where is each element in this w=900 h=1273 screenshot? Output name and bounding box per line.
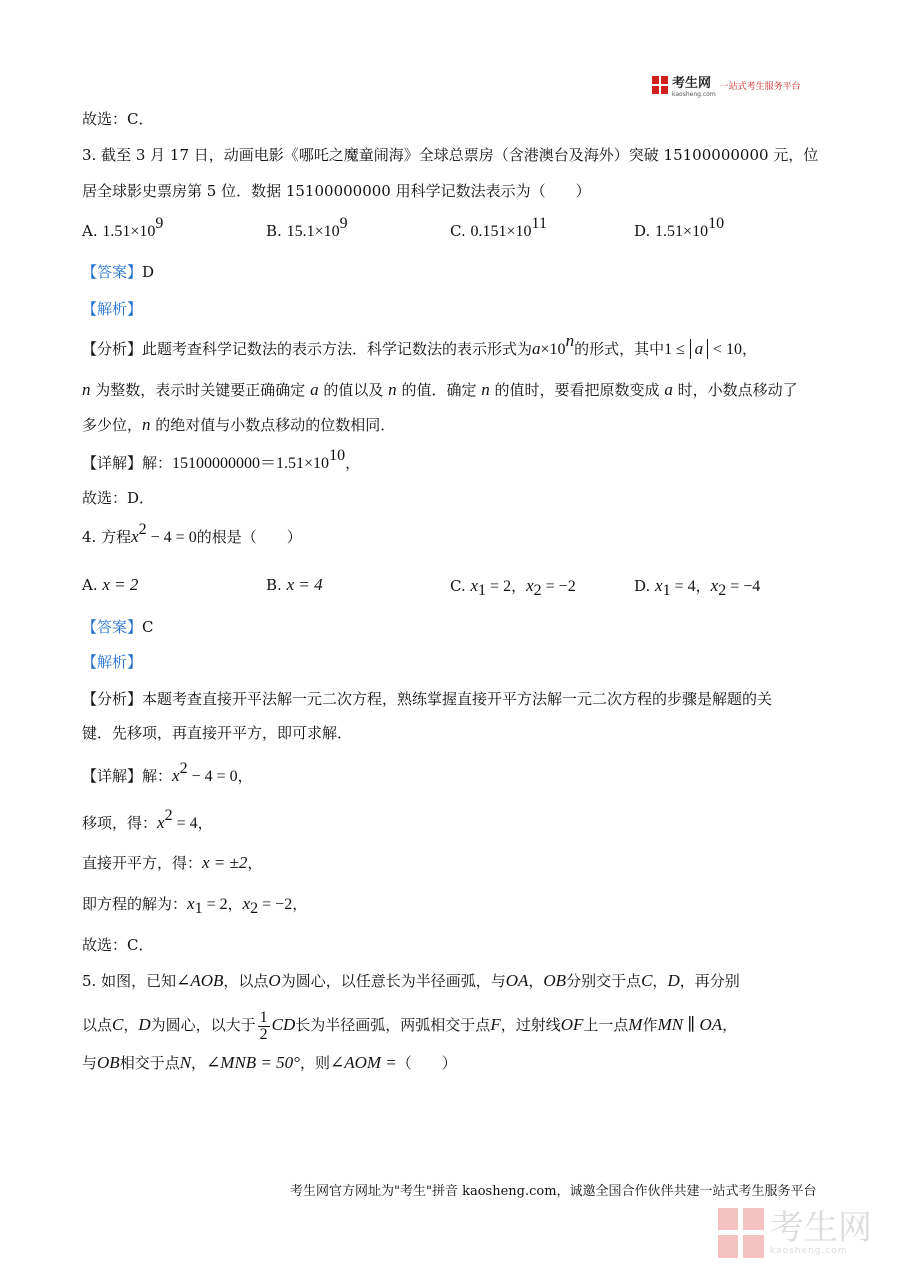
fraction-one-half: $\frac{1}{2}$ bbox=[259, 1008, 268, 1043]
q3-choice: 故选：D． bbox=[82, 489, 155, 507]
q3-option-b: B. $15.1\times 10^9$ bbox=[266, 215, 348, 240]
watermark-domain: kaosheng.com bbox=[770, 1246, 848, 1256]
q4-option-b: B. x = 4 bbox=[266, 575, 323, 594]
logo-domain: kaosheng.com bbox=[672, 90, 716, 98]
q3-analysis-tag: 【解析】 bbox=[82, 300, 143, 318]
q3-fenxi-line2: n 为整数，表示时关键要正确确定 a 的值以及 n 的值．确定 n 的值时，要看把原数变成 a 时，小数点移动了 bbox=[82, 380, 798, 399]
q3-detail: 【详解】解：$15100000000=1.51\times 10^{10}$， bbox=[82, 447, 361, 472]
q4-fenxi-line1: 【分析】本题考查直接开平法解一元二次方程，熟练掌握直接开平方法解一元二次方程的步骤是解题的关 bbox=[82, 690, 773, 708]
watermark-text: 考生网 bbox=[770, 1208, 872, 1248]
q4-fenxi-line2: 键．先移项，再直接开平方，即可求解． bbox=[82, 724, 353, 742]
header-logo bbox=[652, 74, 801, 96]
q4-choice: 故选：C． bbox=[82, 936, 154, 954]
q4-step3: 即方程的解为：$x_1 = 2$，$x_2 = -2$， bbox=[82, 894, 308, 917]
q4-analysis-tag: 【解析】 bbox=[82, 653, 143, 671]
watermark-mark-icon bbox=[718, 1208, 764, 1258]
q5-line3: 与OB相交于点N，∠MNB = 50°，则∠AOM =（ ） bbox=[82, 1053, 457, 1072]
q4-option-c: C. $x_1 = 2$，$x_2 = -2$ bbox=[450, 576, 576, 599]
q3-stem-line1: 3. 截至 3 月 17 日，动画电影《哪吒之魔童闹海》全球总票房（含港澳台及海外）突破 15100000000 元，位 bbox=[82, 146, 819, 164]
q4-step2: 直接开平方，得：x = ±2， bbox=[82, 853, 263, 872]
logo-slogan: 一站式考生服务平台 bbox=[719, 81, 801, 92]
q2-choice: 故选：C． bbox=[82, 110, 154, 128]
answer-tag: 【答案】 bbox=[82, 618, 143, 636]
watermark-logo bbox=[718, 1208, 872, 1258]
q3-stem-line2: 居全球影史票房第 5 位．数据 15100000000 用科学记数法表示为（ ） bbox=[82, 182, 591, 200]
q5-line1: 5. 如图，已知∠AOB，以点O为圆心，以任意长为半径画弧，与OA，OB分别交于点C，D，再分别 bbox=[82, 971, 740, 990]
answer-tag: 【答案】 bbox=[82, 263, 143, 281]
q3-option-a: A. $1.51\times 10^9$ bbox=[82, 215, 164, 240]
q4-detail: 【详解】解：$x^2 - 4 = 0$， bbox=[82, 760, 253, 785]
logo-name: 考生网 bbox=[672, 75, 712, 91]
q4-answer: 【答案】C bbox=[82, 618, 154, 636]
q4-option-d: D. $x_1 = 4$，$x_2 = -4$ bbox=[634, 576, 761, 599]
q3-fenxi-line1: 【分析】此题考查科学记数法的表示方法．科学记数法的表示形式为$a\times 10^n$的形式，其中1 ≤ a < 10， bbox=[82, 331, 757, 358]
q5-line2: 以点C，D为圆心，以大于 $\frac{1}{2}$ CD长为半径画弧，两弧相交于点F，过射线OF上一点M作MN ∥ OA， bbox=[82, 1008, 738, 1043]
q4-stem: 4. 方程$x^2 - 4 = 0$的根是（ ） bbox=[82, 521, 302, 546]
q4-option-a: A. x = 2 bbox=[82, 575, 139, 594]
q3-option-c: C. $0.151\times 10^{11}$ bbox=[450, 215, 547, 240]
footer-text: 考生网官方网址为"考生"拼音 kaosheng.com，诚邀全国合作伙伴共建一站式考生服务平台 bbox=[290, 1184, 817, 1199]
q4-step1: 移项，得：$x^2 = 4$， bbox=[82, 807, 213, 832]
q3-answer: 【答案】D bbox=[82, 263, 155, 281]
logo-mark-icon bbox=[652, 76, 668, 94]
q3-fenxi-line3: 多少位，n 的绝对值与小数点移动的位数相同． bbox=[82, 415, 396, 434]
q3-option-d: D. $1.51\times 10^{10}$ bbox=[634, 215, 725, 240]
